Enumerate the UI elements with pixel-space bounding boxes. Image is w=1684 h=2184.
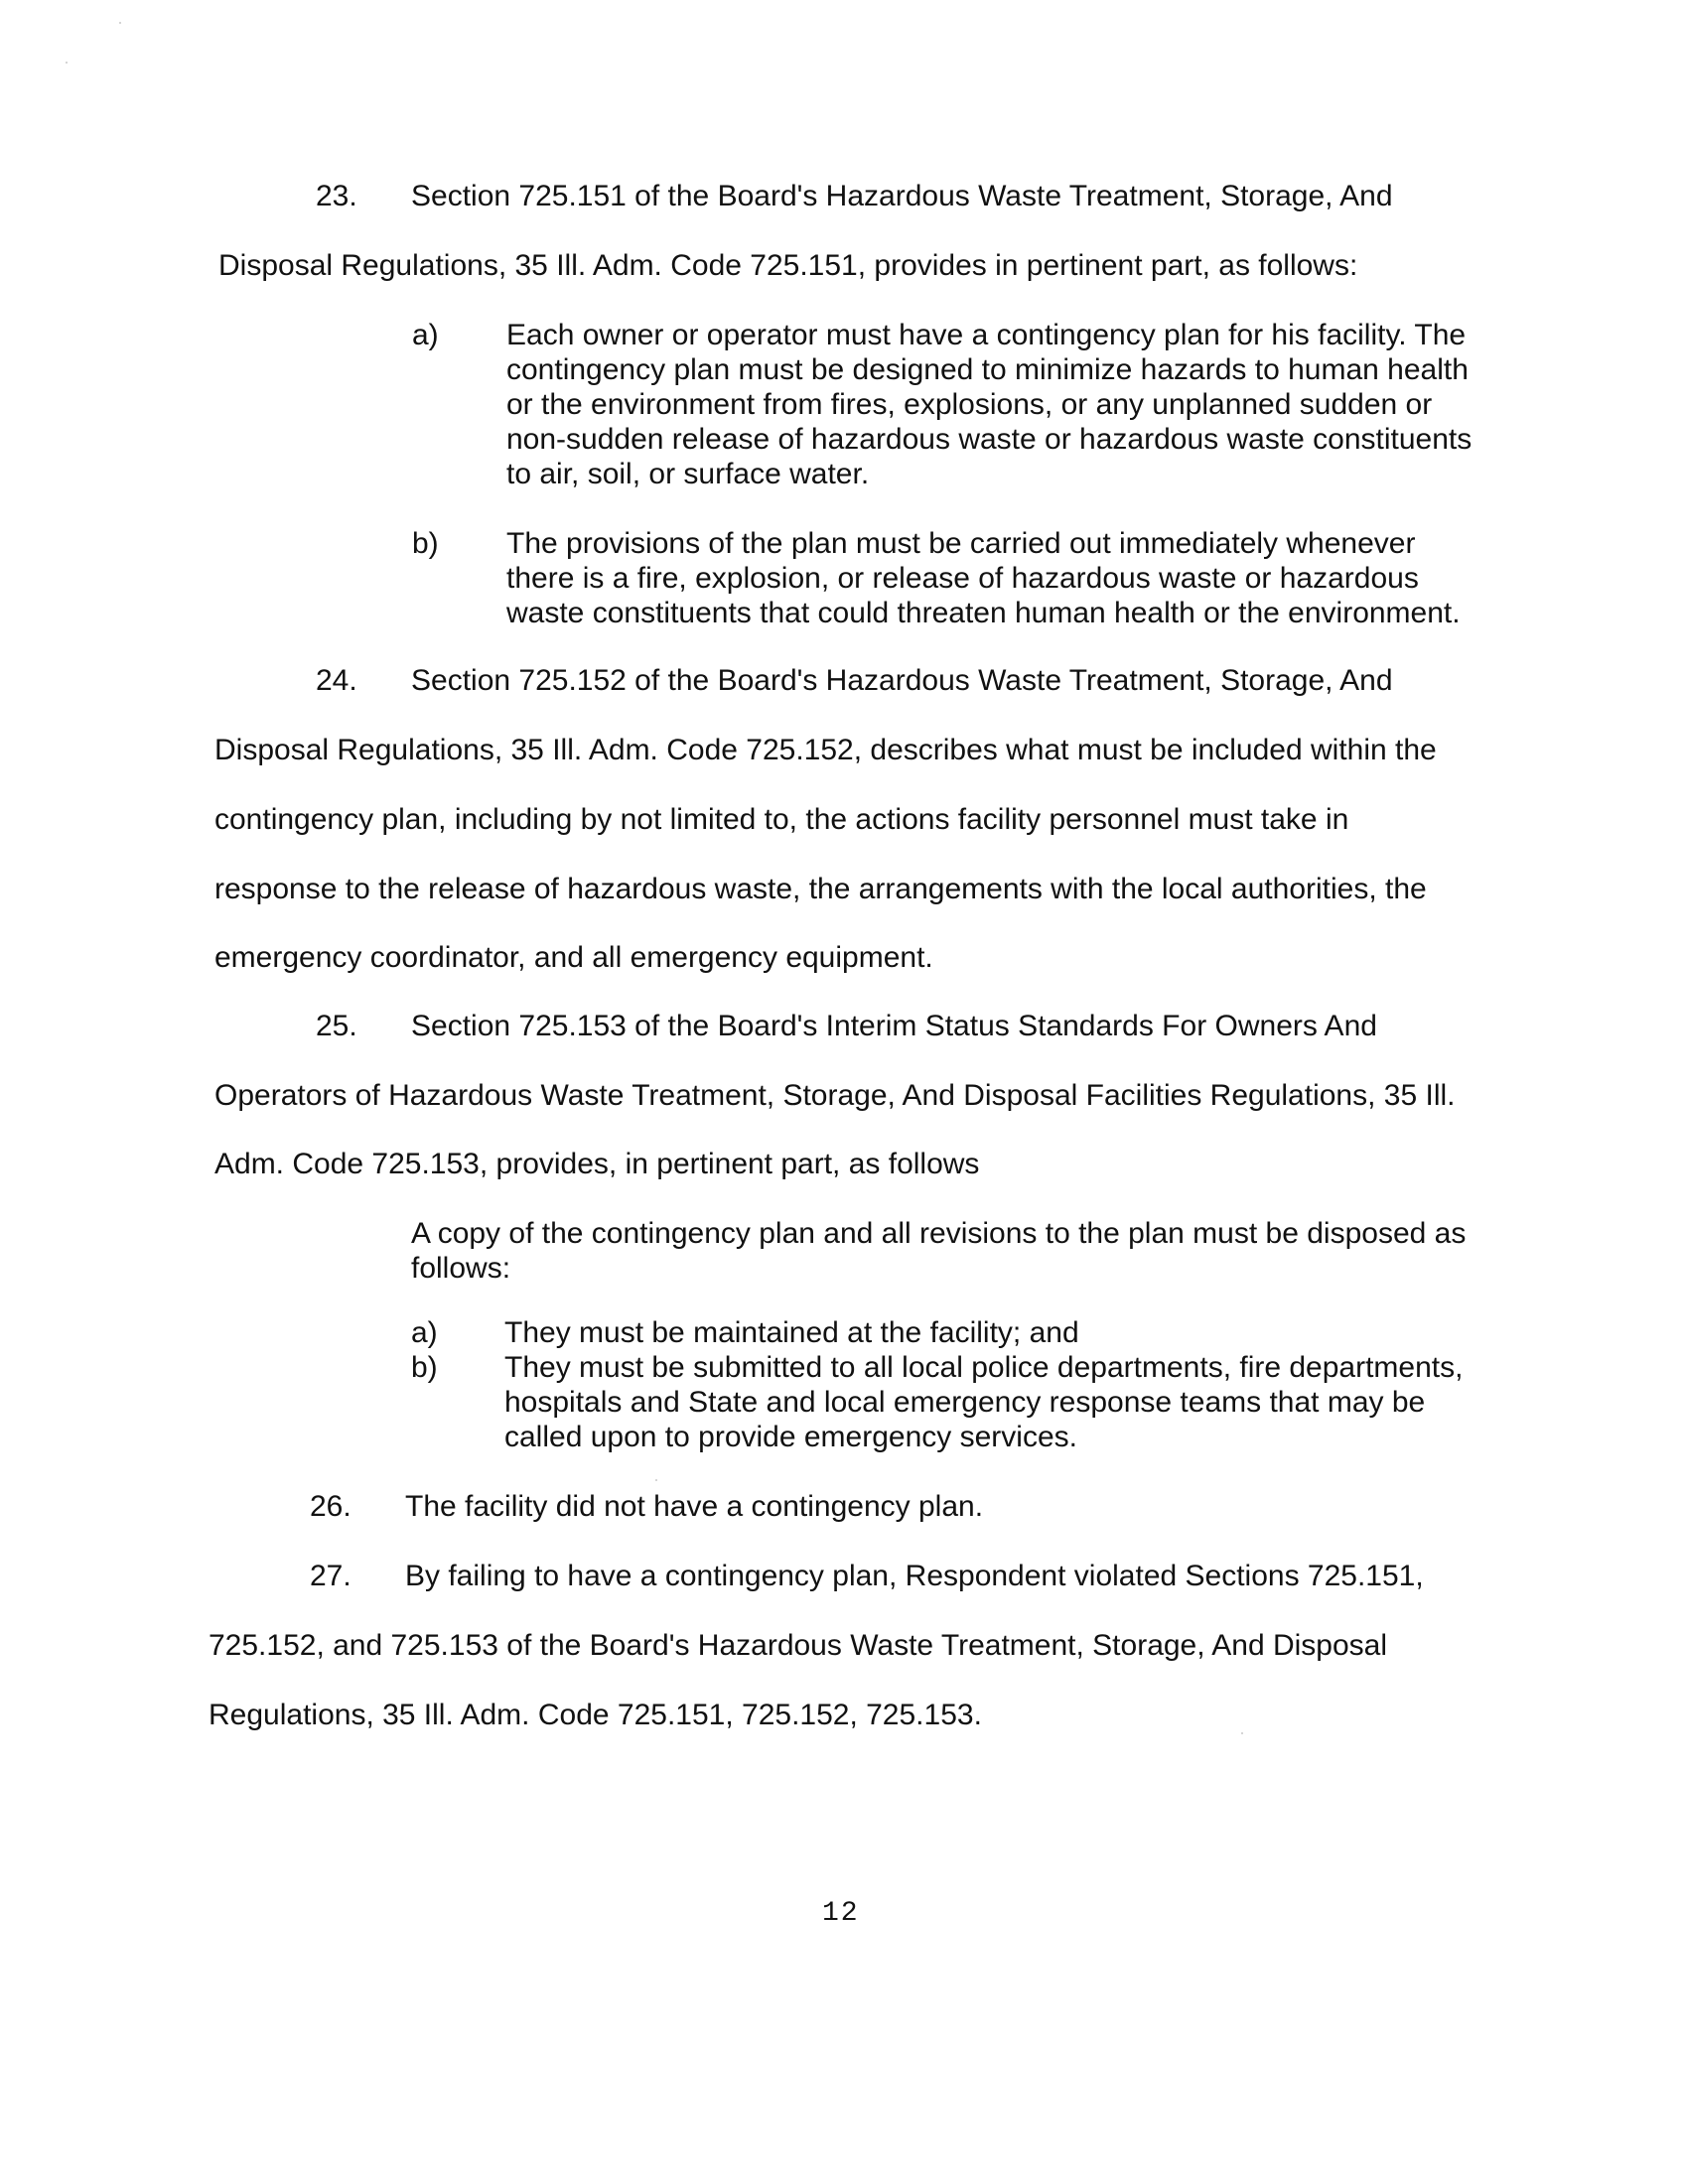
paragraph-27-line: 725.152, and 725.153 of the Board's Hazardous Waste Treatment, Storage, And Disposal bbox=[209, 1629, 1388, 1662]
paragraph-25-line: Adm. Code 725.153, provides, in pertinent part, as follows bbox=[214, 1148, 980, 1180]
paragraph-25-number: 25. bbox=[316, 1010, 357, 1042]
scan-speck bbox=[119, 22, 121, 24]
quoted-item-text: They must be maintained at the facility; and bbox=[504, 1316, 1079, 1349]
item-label: b) bbox=[411, 1351, 438, 1384]
quoted-intro-text: A copy of the contingency plan and all revisions to the plan must be disposed as follows: bbox=[411, 1217, 1467, 1285]
scan-speck bbox=[66, 62, 68, 64]
paragraph-24-line: response to the release of hazardous waste, the arrangements with the local authorities, the bbox=[214, 873, 1427, 905]
item-label: b) bbox=[412, 527, 439, 560]
paragraph-27-line: Regulations, 35 Ill. Adm. Code 725.151, 725.152, 725.153. bbox=[209, 1699, 982, 1731]
paragraph-23-number: 23. bbox=[316, 180, 357, 212]
item-label: a) bbox=[411, 1316, 438, 1349]
paragraph-23-line: Section 725.151 of the Board's Hazardous Waste Treatment, Storage, And bbox=[411, 180, 1393, 212]
paragraph-24-number: 24. bbox=[316, 664, 357, 697]
paragraph-24-line: Disposal Regulations, 35 Ill. Adm. Code 725.152, describes what must be included within the bbox=[214, 734, 1437, 766]
quoted-item-text: Each owner or operator must have a contingency plan for his facility. The contingency plan must be designed to minimize hazards to human health or the environment from fires, explosions, or any unplanned sudden or non-sudden release of hazardous waste or hazardous waste constituents to air, soil, or surface water. bbox=[506, 319, 1473, 490]
paragraph-26-number: 26. bbox=[310, 1490, 351, 1523]
paragraph-24-line: Section 725.152 of the Board's Hazardous Waste Treatment, Storage, And bbox=[411, 664, 1393, 697]
paragraph-27-line: By failing to have a contingency plan, Respondent violated Sections 725.151, bbox=[405, 1560, 1424, 1592]
paragraph-24-line: contingency plan, including by not limited to, the actions facility personnel must take in bbox=[214, 803, 1349, 836]
scan-speck bbox=[655, 1479, 657, 1481]
paragraph-27-number: 27. bbox=[310, 1560, 351, 1592]
page-number: 12 bbox=[822, 1898, 860, 1929]
quoted-item-text: They must be submitted to all local police departments, fire departments, hospitals and State and local emergency response teams that may be called upon to provide emergency services. bbox=[504, 1351, 1464, 1453]
scan-speck bbox=[1241, 1732, 1243, 1734]
paragraph-25-line: Section 725.153 of the Board's Interim Status Standards For Owners And bbox=[411, 1010, 1377, 1042]
paragraph-25-line: Operators of Hazardous Waste Treatment, Storage, And Disposal Facilities Regulations, 35 Ill. bbox=[214, 1079, 1456, 1112]
paragraph-23-line: Disposal Regulations, 35 Ill. Adm. Code 725.151, provides in pertinent part, as follows: bbox=[218, 249, 1358, 282]
paragraph-26-line: The facility did not have a contingency plan. bbox=[405, 1490, 984, 1523]
paragraph-24-line: emergency coordinator, and all emergency equipment. bbox=[214, 941, 933, 974]
item-label: a) bbox=[412, 319, 439, 351]
quoted-item-text: The provisions of the plan must be carried out immediately whenever there is a fire, explosion, or release of hazardous waste or hazardous waste constituents that could threaten human health or the environment. bbox=[506, 527, 1461, 629]
